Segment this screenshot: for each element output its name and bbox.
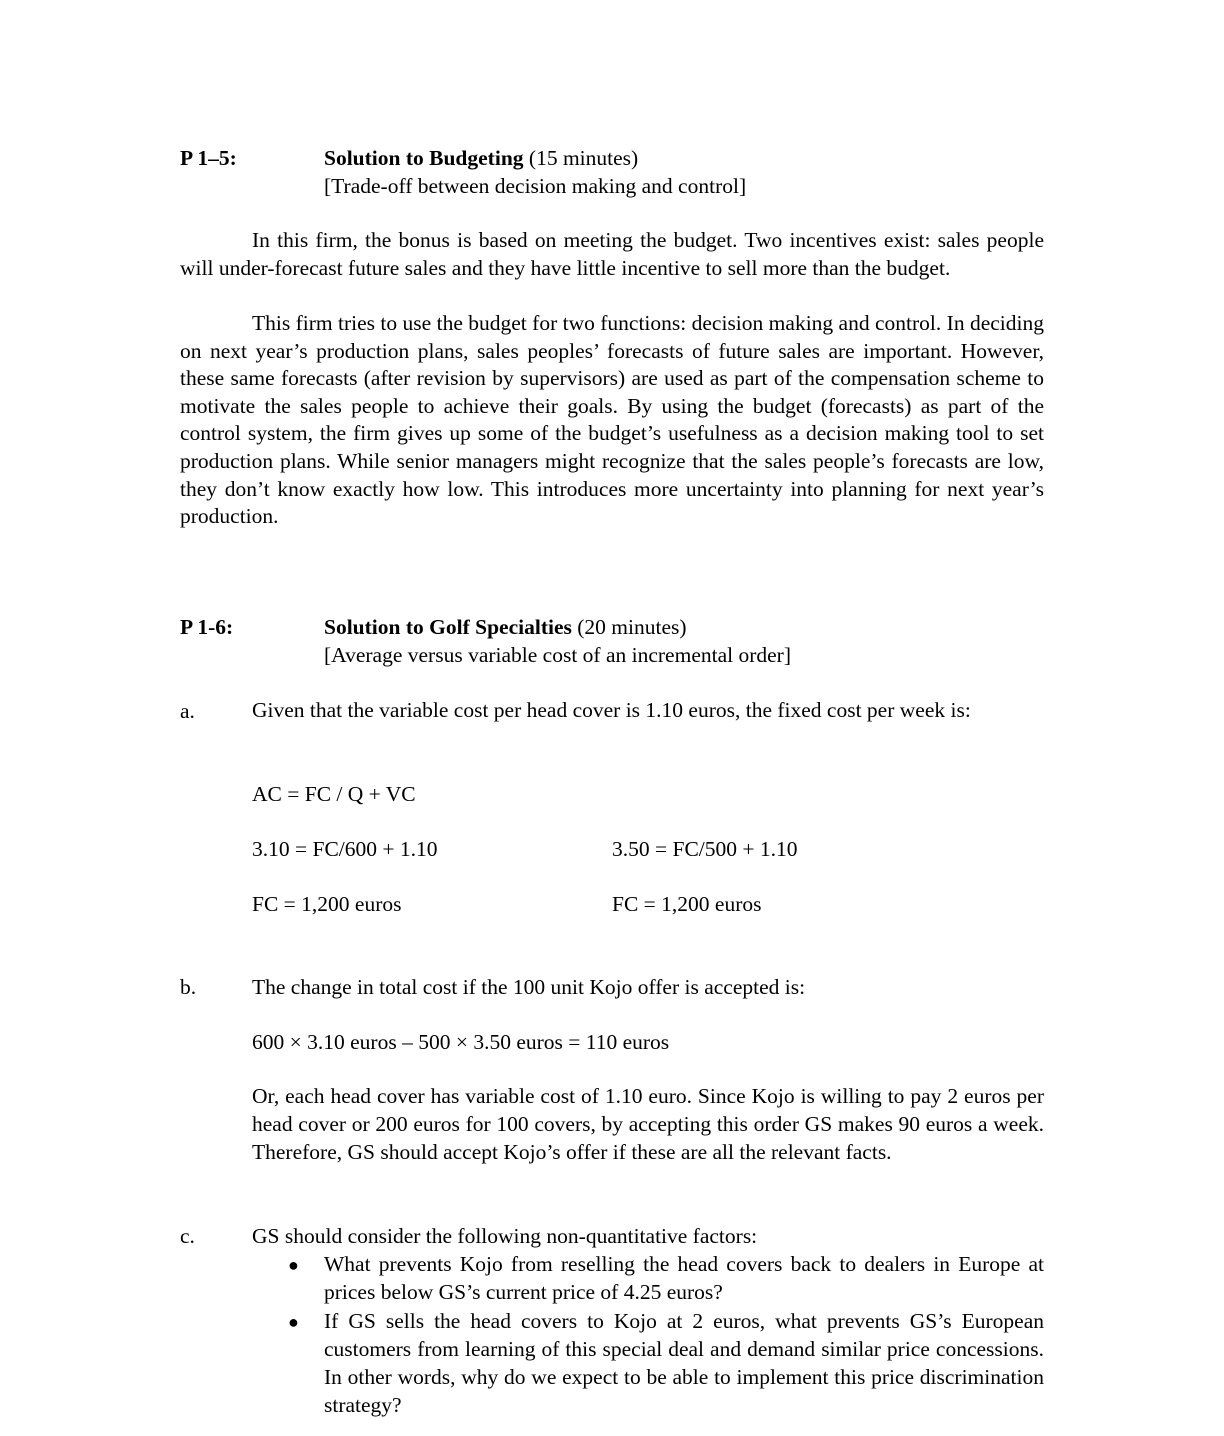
part-a-marker: a. xyxy=(180,699,195,723)
p1-5-paragraph-1: In this firm, the bonus is based on meeting the budget. Two incentives exist: sales people will under-forecast future sales and they have little incentive to sell more than the budget. xyxy=(180,228,1044,280)
average-cost-formula: AC = FC / Q + VC xyxy=(252,782,416,806)
problem-title-p1-6 xyxy=(324,613,687,641)
part-c-marker: c. xyxy=(180,1224,195,1248)
equation-right-2: FC = 1,200 euros xyxy=(612,892,762,916)
p1-5-paragraph-2: This firm tries to use the budget for two functions: decision making and control. In deciding on next year’s production plans, sales peoples’ forecasts of future sales are important. However, these same forecasts (after revision by supervisors) are used as part of the compensation scheme to motivate the sales people to achieve their goals. By using the budget (forecasts) as part of the control system, the firm gives up some of the budget’s usefulness as a decision making tool to set production plans. While senior managers might recognize that the sales people’s forecasts are low, they don’t know exactly how low. This introduces more uncertainty into planning for next year’s production. xyxy=(180,311,1044,529)
equation-left-1: 3.10 = FC/600 + 1.10 xyxy=(252,837,438,861)
problem-subtitle-p1-5: [Trade-off between decision making and control] xyxy=(324,174,747,198)
bullet-item-2: If GS sells the head covers to Kojo at 2 euros, what prevents GS’s European customers from learning of this special deal and demand similar price concessions. In other words, why do we expect to be able to implement this price discrimination strategy? xyxy=(324,1309,1044,1417)
equation-left-2: FC = 1,200 euros xyxy=(252,892,402,916)
part-c-text: GS should consider the following non-quantitative factors: xyxy=(252,1224,758,1248)
title-bold: Solution to Budgeting xyxy=(324,146,524,170)
problem-label-p1-5: P 1–5: xyxy=(180,146,237,170)
part-b-text: The change in total cost if the 100 unit Kojo offer is accepted is: xyxy=(252,975,806,999)
part-b-marker: b. xyxy=(180,975,197,999)
bullet-icon: ● xyxy=(288,1312,299,1332)
problem-title-p1-5 xyxy=(324,144,638,172)
title-bold: Solution to Golf Specialties xyxy=(324,615,572,639)
part-a-text: Given that the variable cost per head cover is 1.10 euros, the fixed cost per week is: xyxy=(252,698,971,722)
title-time: (15 minutes) xyxy=(523,146,639,170)
title-time: (20 minutes) xyxy=(571,615,687,639)
problem-subtitle-p1-6: [Average versus variable cost of an incremental order] xyxy=(324,643,792,667)
problem-label-p1-6: P 1-6: xyxy=(180,615,234,639)
total-cost-calculation: 600 × 3.10 euros – 500 × 3.50 euros = 110 euros xyxy=(252,1030,670,1054)
equation-right-1: 3.50 = FC/500 + 1.10 xyxy=(612,837,798,861)
bullet-icon: ● xyxy=(288,1255,299,1275)
part-b-explanation: Or, each head cover has variable cost of 1.10 euro. Since Kojo is willing to pay 2 euros per head cover or 200 euros for 100 covers, by accepting this order GS makes 90 euros a week. Therefore, GS should accept Kojo’s offer if these are all the relevant facts. xyxy=(252,1084,1044,1164)
bullet-item-1: What prevents Kojo from reselling the head covers back to dealers in Europe at prices below GS’s current price of 4.25 euros? xyxy=(324,1252,1044,1304)
